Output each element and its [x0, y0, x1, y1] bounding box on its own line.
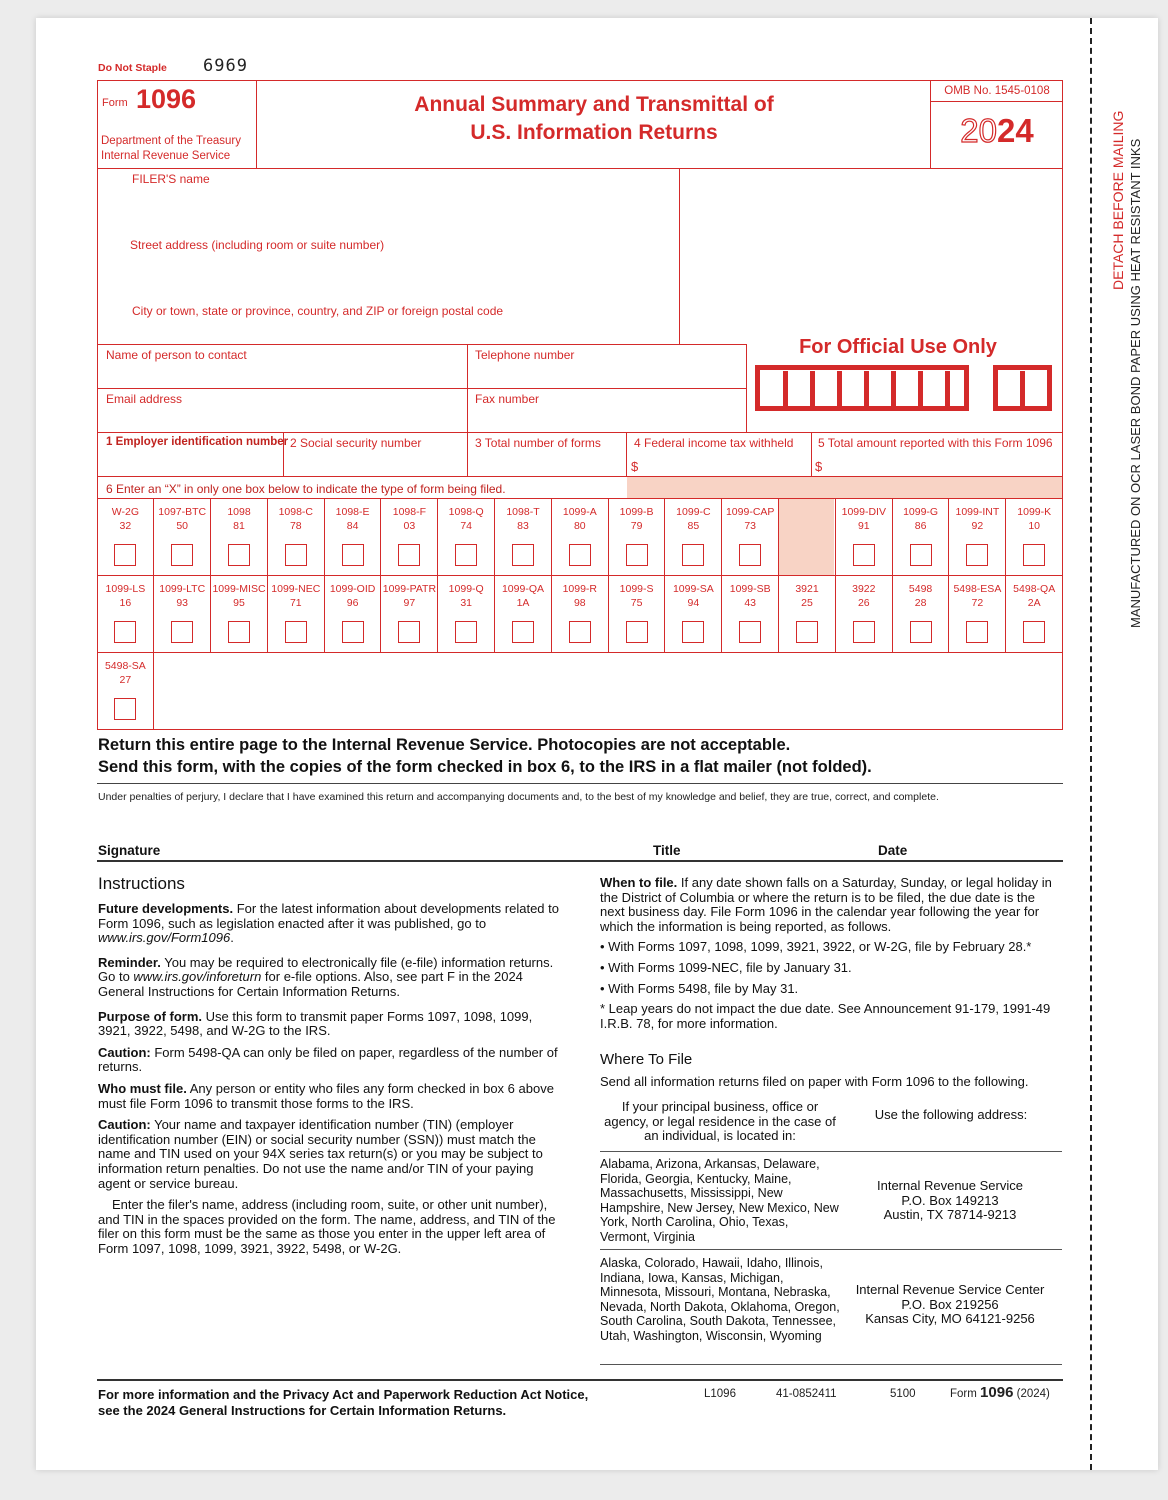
dept-treasury: Department of the Treasury: [101, 135, 241, 147]
form-type-cell-3921: [779, 576, 836, 652]
form-type-cell-1099-qa: [495, 576, 552, 652]
form-number: 1096: [136, 84, 197, 114]
form-type-cell-1098: [211, 499, 268, 575]
form-type-name: 1099-NEC: [271, 583, 321, 595]
form-type-cell-1099-b: [609, 499, 666, 575]
form-type-checkbox-5498-qa[interactable]: [1023, 621, 1045, 643]
form-type-checkbox-1099-b[interactable]: [626, 544, 648, 566]
batch-number: 6969: [203, 56, 248, 76]
return-notice-line1: Return this entire page to the Internal Revenue Service. Photocopies are not acceptable.: [98, 736, 791, 754]
form-type-code: 32: [119, 520, 132, 532]
form-type-cell-1099-c: [666, 499, 723, 575]
manufacturing-notice: MANUFACTURED ON OCR LASER BOND PAPER USING HEAT RESISTANT INKS: [1128, 138, 1143, 628]
form-type-code: 74: [460, 520, 473, 532]
form-type-checkbox-5498-esa[interactable]: [966, 621, 988, 643]
form-type-name: 1099-A: [562, 506, 597, 518]
form-type-name: 1099-Q: [448, 583, 484, 595]
instructions-body: Future developments. For the latest information about developments related to Form 1096, such as legislation enacted after it was published, go to www.irs.gov/Form1096. Reminder. You may be required to electronically file (e-file) information returns. Go to www.irs.gov/inforeturn for e-file options. Also, see part F in the 2024 General Instructions for Certain Information Returns. Purpose of form. Use this form to transmit paper Forms 1097, 1098, 1099, 3921, 3922, 5498, and W-2G to the IRS. Caution: Form 5498-QA can only be filed on paper, regardless of the number of returns. Who must file. Any person or entity who files any form checked in box 6 above must file Form 1096 to transmit those forms to the IRS. Caution: Your name and taxpayer identification number (TIN) (employer identification number (EIN) or social security number (SSN)) must match the name and TIN used on your 94X series tax return(s) or you may be subject to information return penalties. Do not use the name and/or TIN of your paying agent or service bureau. Enter the filer's name, address (including room, suite, or other unit number), and TIN in the spaces provided on the form. The name, address, and TIN of the filer on this form must be the same as those you enter in the upper left area of Form 1097, 1098, 1099, 3921, 3922, 5498, or W-2G.: [98, 901, 559, 1256]
box3-total-forms-label: 3 Total number of forms: [475, 436, 601, 450]
form-type-name: 1098: [227, 506, 251, 518]
perjury-statement: Under penalties of perjury, I declare that I have examined this return and accompanying documents and, to the best of my knowledge and belief, they are true, correct, and complete.: [98, 791, 939, 803]
form-type-checkbox-1098[interactable]: [228, 544, 250, 566]
form-type-code: 31: [460, 597, 473, 609]
form-type-name: 1099-B: [619, 506, 654, 518]
form-type-code: 97: [403, 597, 416, 609]
form-type-name: 3922: [852, 583, 876, 595]
form-type-name: 1098-Q: [448, 506, 484, 518]
form-type-name: 1099-LS: [105, 583, 146, 595]
form-type-code: 81: [233, 520, 245, 532]
form-type-cell-1099-cap: [722, 499, 779, 575]
form-type-name: 1099-PATR: [382, 583, 437, 595]
fax-label: Fax number: [475, 392, 540, 406]
form-type-code: 85: [687, 520, 700, 532]
stock-code: 5100: [890, 1388, 916, 1400]
form-type-cell-1099-s: [609, 576, 666, 652]
form-type-name: 1099-G: [903, 506, 939, 518]
box4-withheld-label: 4 Federal income tax withheld: [634, 436, 794, 450]
box6-shaded-area: [627, 477, 1062, 498]
form-type-cell-1098-t: [495, 499, 552, 575]
form-type-checkbox-3921[interactable]: [796, 621, 818, 643]
form-type-name: 1099-CAP: [725, 506, 775, 518]
contact-person-label: Name of person to contact: [106, 348, 247, 362]
box4-dollar: $: [631, 459, 639, 474]
form-type-checkbox-1099-cap[interactable]: [739, 544, 761, 566]
form-type-name: 3921: [795, 583, 819, 595]
form-type-code: 98: [573, 597, 586, 609]
form-word: Form: [102, 97, 128, 109]
form-type-cell-1099-patr: [382, 576, 439, 652]
title-label: Title: [653, 843, 681, 858]
form-type-checkbox-3922[interactable]: [853, 621, 875, 643]
form-type-cell-1099-ltc: [154, 576, 211, 652]
form-type-code: 94: [687, 597, 700, 609]
form-type-checkbox-1098-q[interactable]: [455, 544, 477, 566]
form-type-cell-5498-qa: [1006, 576, 1063, 652]
form-type-checkbox-1099-sa[interactable]: [682, 621, 704, 643]
form-type-cell-1099-a: [552, 499, 609, 575]
where-row2-address: Internal Revenue Service Center P.O. Box 219256 Kansas City, MO 64121-9256: [855, 1282, 1045, 1327]
box5-total-amount-label: 5 Total amount reported with this Form 1096: [818, 436, 1053, 450]
form-type-checkbox-1099-qa[interactable]: [512, 621, 534, 643]
form-type-name: 1099-LTC: [159, 583, 206, 595]
form-type-cell-1099-oid: [325, 576, 382, 652]
form-type-checkbox-1099-s[interactable]: [626, 621, 648, 643]
form-type-checkbox-w-2g[interactable]: [114, 544, 136, 566]
where-col2-heading: Use the following address:: [874, 1107, 1028, 1122]
box3-total-forms-field[interactable]: [470, 452, 623, 474]
form-type-name: 1098-E: [335, 506, 370, 518]
where-row1-address: Internal Revenue Service P.O. Box 149213 Austin, TX 78714-9213: [877, 1178, 1023, 1223]
form-type-code: 71: [289, 597, 302, 609]
form-type-checkbox-1099-div[interactable]: [853, 544, 875, 566]
form-type-name: 1099-OID: [329, 583, 376, 595]
where-col1-heading: If your principal business, office or agency, or legal residence in the case of an individual, is located in:: [604, 1099, 836, 1144]
form-type-checkbox-1098-c[interactable]: [285, 544, 307, 566]
form-type-code: 03: [403, 520, 416, 532]
tax-year: 2024: [960, 112, 1034, 149]
irs-name: Internal Revenue Service: [101, 150, 231, 162]
form-type-name: 1099-DIV: [841, 506, 886, 518]
signature-field[interactable]: [97, 805, 1063, 857]
form-type-checkbox-1099-nec[interactable]: [285, 621, 307, 643]
form-type-name: 1099-MISC: [212, 583, 266, 595]
privacy-notice-line1: For more information and the Privacy Act and Paperwork Reduction Act Notice,: [98, 1387, 589, 1402]
form-type-cell-1099-nec: [268, 576, 325, 652]
when-to-file: When to file. If any date shown falls on a Saturday, Sunday, or legal holiday in the District of Columbia or where the return is to be filed, the due date is the next business day. File Form 1096 in the calendar year following the year for which the information is being reported, as follows. • With Forms 1097, 1098, 1099, 3921, 3922, or W-2G, file by February 28.* • With Forms 1099-NEC, file by January 31. • With Forms 5498, file by May 31. * Leap years do not impact the due date. See Announcement 91-179, 1991-49 I.R.B. 78, for more information.: [600, 875, 1052, 1031]
form-type-checkbox-1098-e[interactable]: [342, 544, 364, 566]
form-type-name: 5498-SA: [104, 660, 146, 672]
form-type-name: 1098-T: [506, 506, 540, 518]
printer-code: 41-0852411: [776, 1388, 837, 1400]
where-row2-states: Alaska, Colorado, Hawaii, Idaho, Illinois, Indiana, Iowa, Kansas, Michigan, Minnesota, Missouri, Montana, Nebraska, Nevada, North Dakota, Oklahoma, Oregon, South Carolina, South Dakota, Tennessee, Utah, Washington, Wisconsin, Wyoming: [600, 1256, 840, 1343]
box5-dollar: $: [815, 459, 823, 474]
form-type-name: 1099-S: [619, 583, 654, 595]
form-type-cell-1098-c: [268, 499, 325, 575]
form-type-name: 1099-INT: [955, 506, 1000, 518]
footer-form-id: Form 1096 (2024): [950, 1384, 1050, 1401]
street-address-label: Street address (including room or suite number): [130, 238, 385, 252]
contact-person-field[interactable]: [100, 364, 462, 386]
date-label: Date: [878, 843, 908, 858]
form-type-name: 1097-BTC: [158, 506, 207, 518]
form-type-name: 1098-C: [278, 506, 314, 518]
form-type-checkbox-1099-c[interactable]: [682, 544, 704, 566]
omb-number: OMB No. 1545-0108: [944, 85, 1050, 97]
form-type-code: 16: [119, 597, 132, 609]
form-type-code: 1A: [516, 597, 530, 609]
email-label: Email address: [106, 392, 183, 406]
form-type-code: 92: [971, 520, 984, 532]
where-to-file-heading: Where To File: [600, 1051, 693, 1068]
form-type-checkbox-1099-ltc[interactable]: [171, 621, 193, 643]
form-type-cell-1099-misc: [211, 576, 268, 652]
where-to-file-intro: Send all information returns filed on paper with Form 1096 to the following.: [600, 1074, 1029, 1089]
form-type-code: 72: [971, 597, 984, 609]
telephone-field[interactable]: [470, 364, 742, 386]
where-row1-states: Alabama, Arizona, Arkansas, Delaware, Florida, Georgia, Kentucky, Maine, Massachusetts, Mississippi, New Hampshire, New Jersey, New Mexico, New York, North Carolina, Ohio, Texas, Vermont, Virginia: [600, 1157, 839, 1244]
form-type-checkbox-1099-oid[interactable]: [342, 621, 364, 643]
form-type-checkbox-1099-a[interactable]: [569, 544, 591, 566]
form-type-checkbox-1098-t[interactable]: [512, 544, 534, 566]
form-type-checkbox-5498[interactable]: [910, 621, 932, 643]
form-type-name: 1098-F: [392, 506, 427, 518]
form-type-code: 96: [346, 597, 359, 609]
form-type-cell-1099-sb: [722, 576, 779, 652]
form-type-code: 2A: [1027, 597, 1041, 609]
form-type-checkbox-1099-q[interactable]: [455, 621, 477, 643]
form-type-cell-1099-q: [438, 576, 495, 652]
form-type-checkbox-1099-misc[interactable]: [228, 621, 250, 643]
form-type-checkbox-1099-ls[interactable]: [114, 621, 136, 643]
form-title-line2: U.S. Information Returns: [470, 121, 718, 144]
form-type-cell-w-2g: [98, 499, 155, 575]
filer-name-label: FILER'S name: [132, 172, 210, 186]
form-type-checkbox-1099-patr[interactable]: [398, 621, 420, 643]
box5-total-amount-field[interactable]: [826, 452, 1060, 474]
return-notice-line2: Send this form, with the copies of the form checked in box 6, to the IRS in a flat mailer (not folded).: [98, 758, 872, 776]
box1-ein-field[interactable]: [100, 452, 280, 474]
form-type-cell-1099-int: [950, 499, 1007, 575]
form-type-cell-1098-f: [382, 499, 439, 575]
form-type-code: 84: [346, 520, 359, 532]
form-type-cell-1099-div: [836, 499, 893, 575]
form-type-code: 25: [801, 597, 813, 609]
telephone-label: Telephone number: [475, 348, 575, 362]
form-type-cell-1098-e: [325, 499, 382, 575]
form-type-code: 93: [176, 597, 189, 609]
form-type-cell-1099-ls: [98, 576, 155, 652]
form-type-code: 50: [176, 520, 189, 532]
form-type-checkbox-1097-btc[interactable]: [171, 544, 193, 566]
box1-ein-label: 1 Employer identification number: [106, 436, 289, 448]
box2-ssn-field[interactable]: [286, 452, 464, 474]
official-use-heading: For Official Use Only: [799, 336, 997, 358]
box4-withheld-field[interactable]: [642, 452, 808, 474]
city-label: City or town, state or province, country, and ZIP or foreign postal code: [132, 304, 504, 318]
form-title-line1: Annual Summary and Transmittal of: [414, 93, 774, 116]
box6-instruction: 6 Enter an “X” in only one box below to indicate the type of form being filed.: [106, 482, 506, 496]
form-type-code: 95: [233, 597, 245, 609]
form-type-cell-1099-r: [552, 576, 609, 652]
form-type-name: 1099-C: [676, 506, 711, 518]
form-type-checkbox-1099-g[interactable]: [910, 544, 932, 566]
form-type-code: 91: [857, 520, 870, 532]
privacy-notice-line2: see the 2024 General Instructions for Certain Information Returns.: [98, 1403, 507, 1418]
form-type-checkbox-1098-f[interactable]: [398, 544, 420, 566]
signature-label: Signature: [98, 843, 161, 858]
form-type-code: 28: [914, 597, 927, 609]
form-type-code: 27: [119, 674, 132, 686]
form-type-code: 80: [573, 520, 586, 532]
form-type-cell-5498-esa: [950, 576, 1007, 652]
detach-notice: DETACH BEFORE MAILING: [1110, 110, 1126, 290]
form-type-name: 1099-SA: [672, 583, 714, 595]
form-type-cell-3922: [836, 576, 893, 652]
form-type-cell-1098-q: [438, 499, 495, 575]
email-field[interactable]: [100, 408, 462, 430]
form-type-checkbox-1099-int[interactable]: [966, 544, 988, 566]
form-type-code: 75: [630, 597, 643, 609]
fax-field[interactable]: [470, 408, 742, 430]
form-type-code: 86: [914, 520, 927, 532]
form-type-checkbox-5498-sa[interactable]: [114, 698, 136, 720]
form-type-name: 1099-QA: [501, 583, 544, 595]
form-type-name: 1099-R: [562, 583, 598, 595]
form-type-code: 78: [289, 520, 302, 532]
form-type-cell-1099-sa: [666, 576, 723, 652]
form-type-cell-1097-btc: [154, 499, 211, 575]
box2-ssn-label: 2 Social security number: [290, 436, 422, 450]
form-type-cell-1099-k: [1006, 499, 1063, 575]
form-type-name: 5498: [908, 583, 933, 595]
form-type-code: 10: [1028, 520, 1041, 532]
perforation-line: [1090, 18, 1092, 1470]
form-type-checkbox-1099-k[interactable]: [1023, 544, 1045, 566]
city-field[interactable]: [100, 320, 675, 342]
street-address-field[interactable]: [100, 254, 675, 294]
form-type-name: 5498-QA: [1013, 583, 1056, 595]
form-type-code: 73: [744, 520, 757, 532]
form-type-cell-5498: [893, 576, 950, 652]
form-type-checkbox-1099-r[interactable]: [569, 621, 591, 643]
form-type-name: 1099-SB: [729, 583, 771, 595]
form-type-code: 26: [857, 597, 870, 609]
catalog-code: L1096: [704, 1388, 736, 1400]
form-type-name: 5498-ESA: [953, 583, 1002, 595]
form-type-checkbox-1099-sb[interactable]: [739, 621, 761, 643]
instructions-heading: Instructions: [98, 874, 185, 893]
form-type-name: 1099-K: [1017, 506, 1052, 518]
form-type-cell-1099-g: [893, 499, 950, 575]
filer-name-field[interactable]: [100, 188, 675, 228]
form-type-code: 79: [630, 520, 643, 532]
form-type-code: 43: [744, 597, 757, 609]
form-type-cell-5498-sa: [98, 653, 155, 729]
form-type-name: W-2G: [111, 506, 140, 518]
form-type-code: 83: [517, 520, 529, 532]
form-type-cell-blank: [779, 499, 836, 575]
do-not-staple: Do Not Staple: [98, 62, 167, 74]
